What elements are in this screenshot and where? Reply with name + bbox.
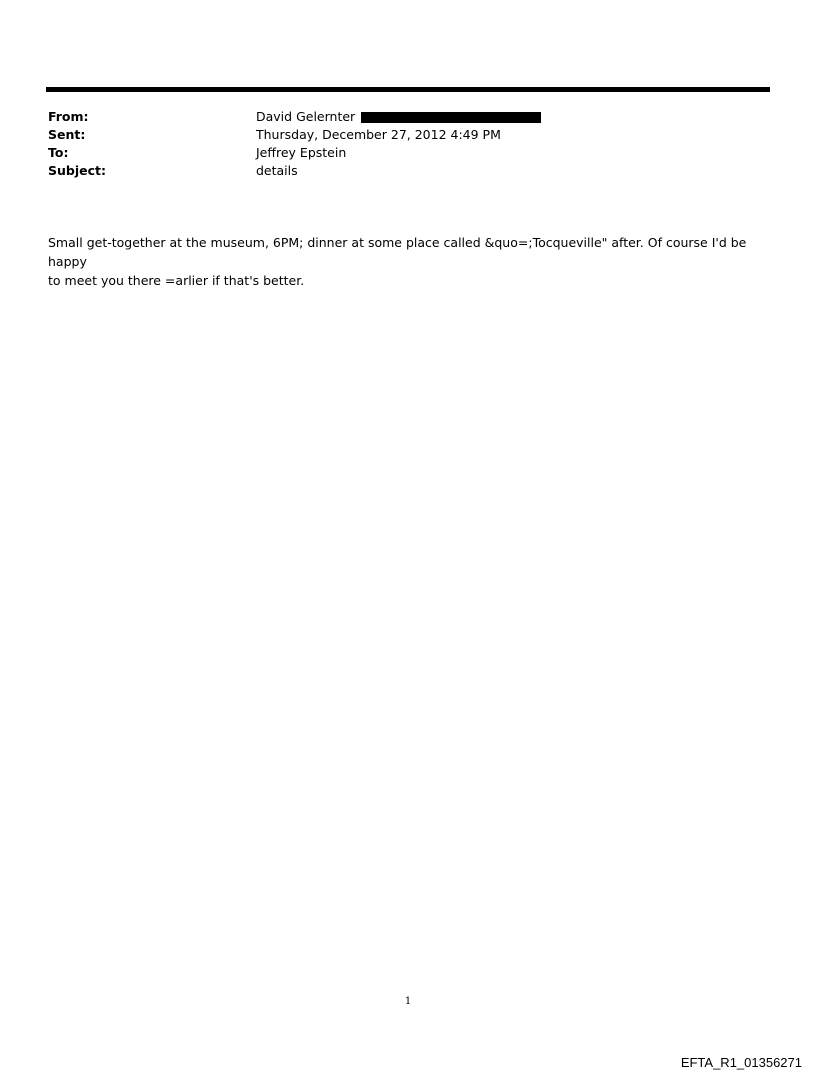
subject-value: details [256,163,298,178]
from-label: From: [48,109,89,124]
email-body [48,233,768,290]
to-label: To: [48,145,69,160]
to-row [48,144,768,162]
page-number: 1 [404,996,412,1007]
sent-row [48,126,768,144]
body-line-1: Small get-together at the museum, 6PM; dinner at some place called &quo=;Tocqueville" after. Of course I'd be happy [48,235,747,269]
redaction-bar [361,112,541,123]
sent-label: Sent: [48,127,86,142]
subject-row [48,162,768,180]
sent-value: Thursday, December 27, 2012 4:49 PM [256,127,501,142]
from-row [48,108,768,126]
from-value [256,108,541,126]
subject-label: Subject: [48,163,106,178]
email-header [48,108,768,180]
sender-name: David Gelernter [256,109,356,124]
document-id: EFTA_R1_01356271 [680,1055,802,1070]
body-line-2: to meet you there =arlier if that's better. [48,273,305,288]
header-divider [46,87,770,92]
to-value: Jeffrey Epstein [256,145,347,160]
